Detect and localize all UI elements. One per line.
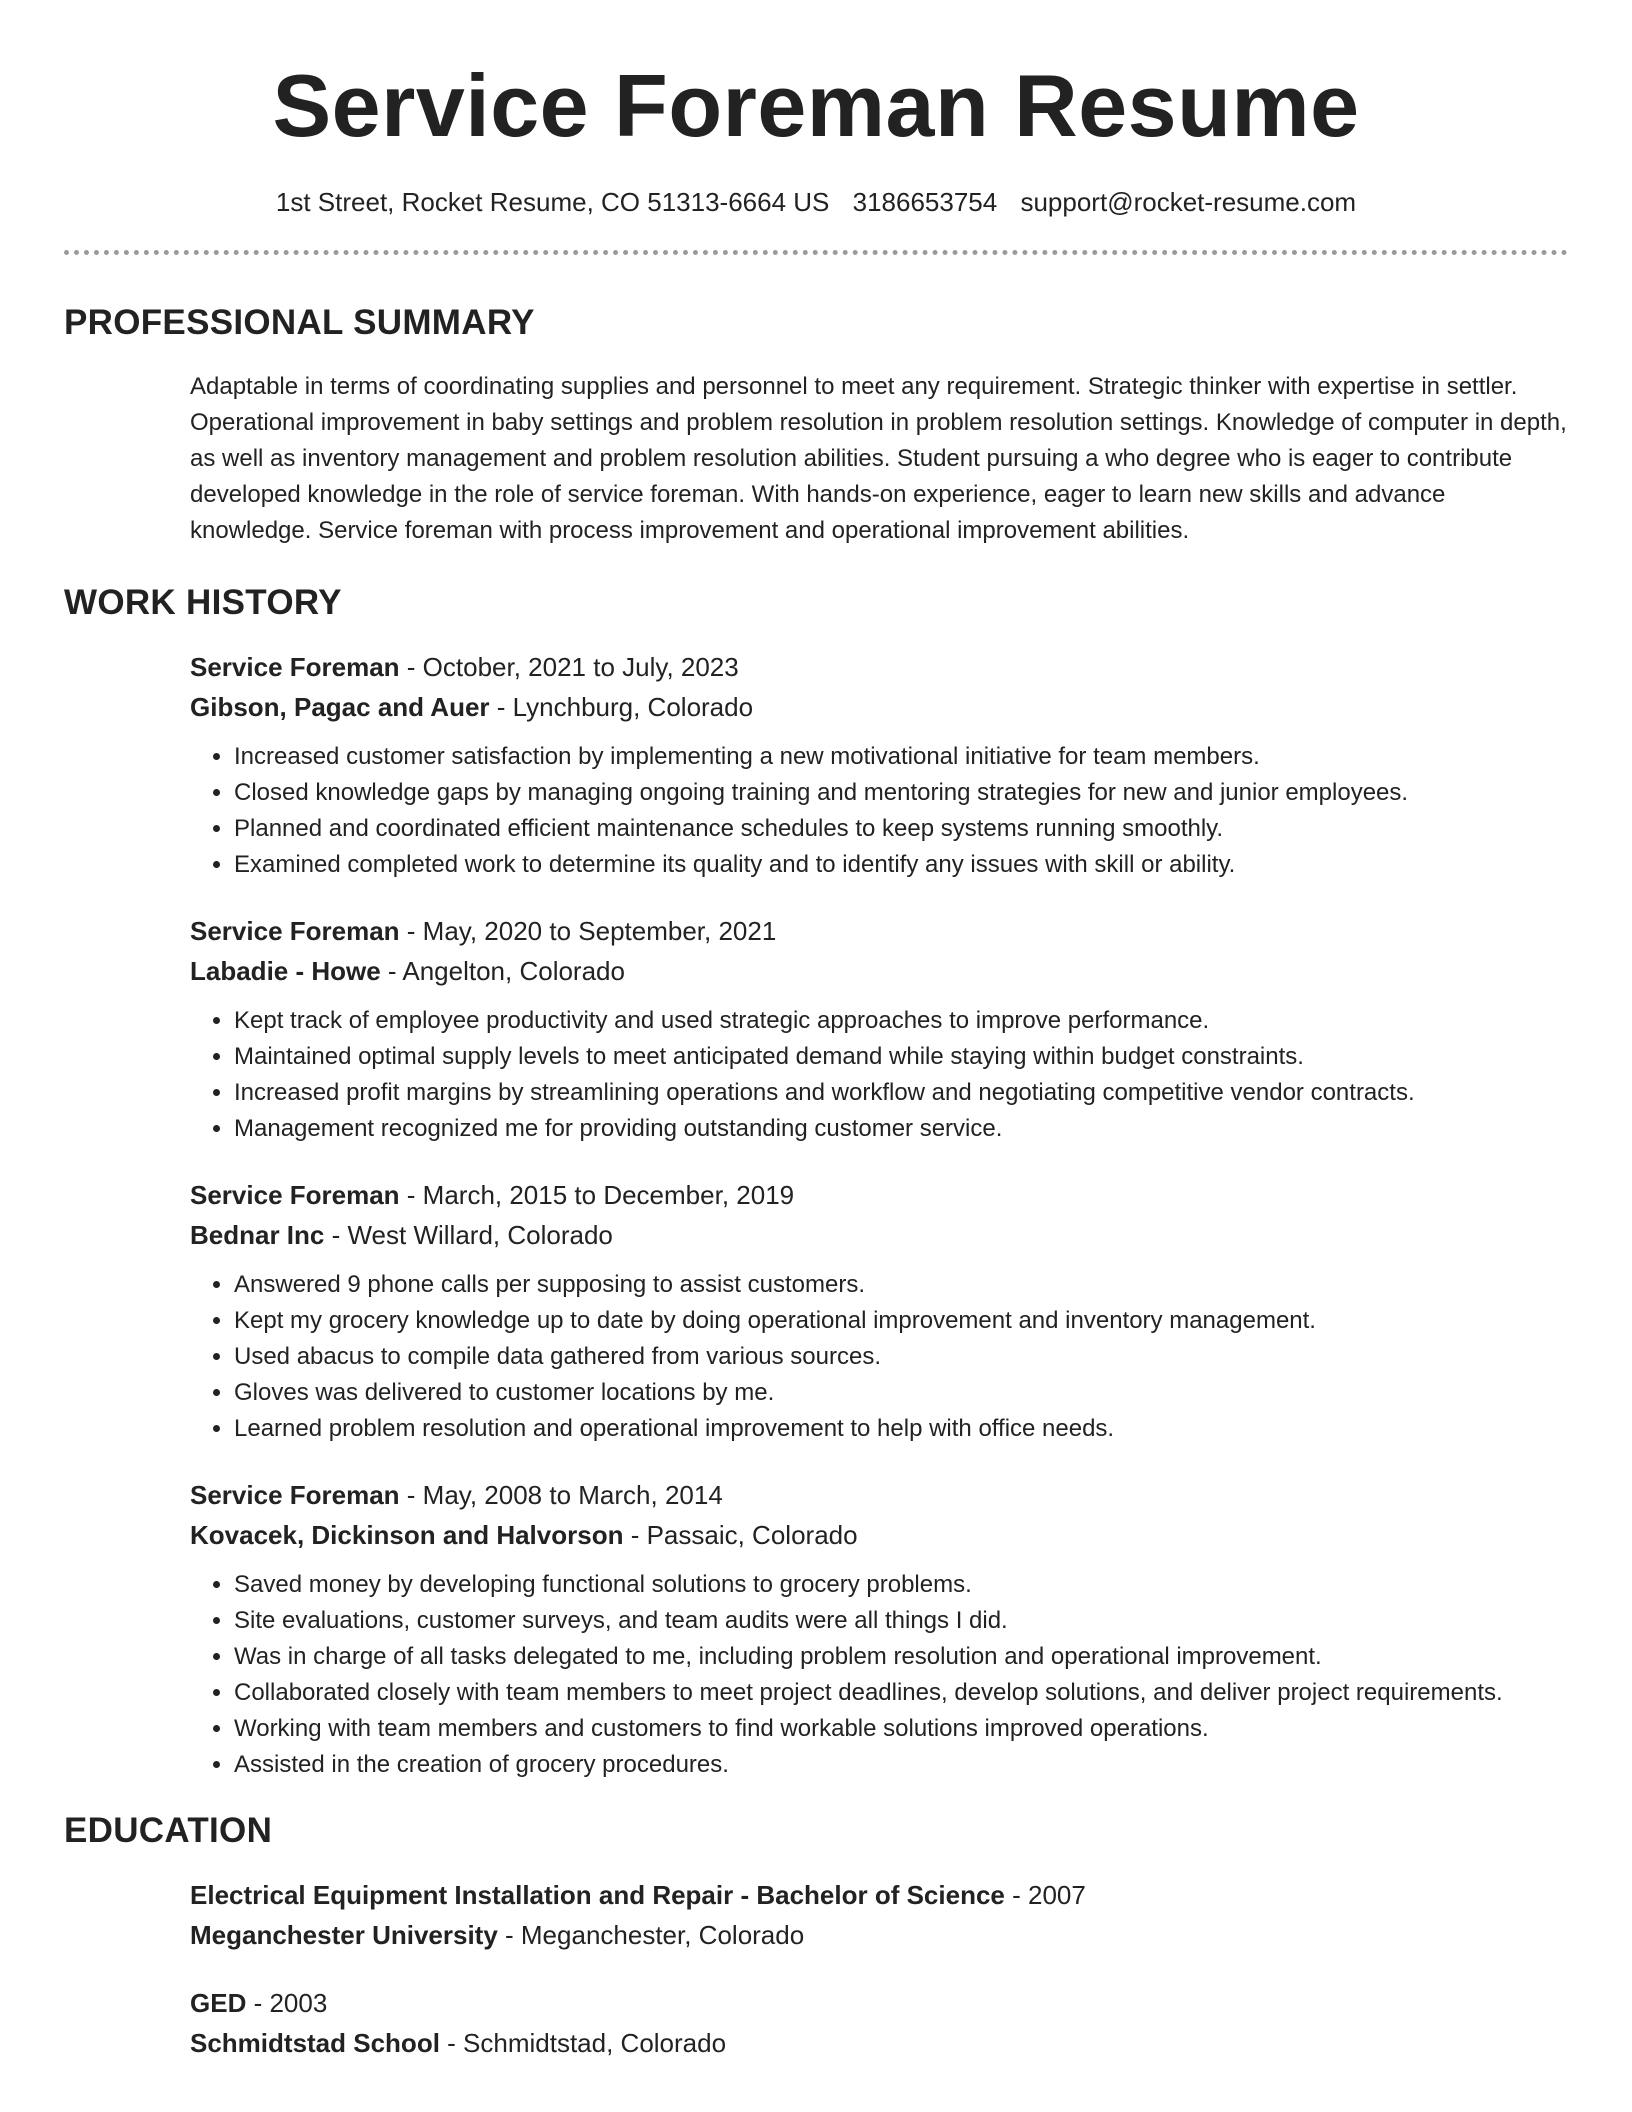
job-location: - Passaic, Colorado (623, 1520, 858, 1550)
summary-heading: PROFESSIONAL SUMMARY (64, 303, 535, 342)
school-line (190, 1915, 1568, 1955)
job-bullet: • Gloves was delivered to customer locations by me. (234, 1375, 1568, 1411)
job-location: - Angelton, Colorado (380, 956, 625, 986)
education-entry (190, 1983, 1568, 2063)
job-location: - Lynchburg, Colorado (489, 692, 754, 722)
job-bullets (190, 1003, 1568, 1147)
job-title: Service Foreman (190, 1480, 400, 1510)
job-bullet: • Assisted in the creation of grocery procedures. (234, 1747, 1568, 1783)
school-location: - Schmidtstad, Colorado (439, 2028, 727, 2058)
contact-info (64, 184, 1568, 220)
school: Schmidtstad School (190, 2028, 440, 2058)
job-company: Kovacek, Dickinson and Halvorson (190, 1520, 624, 1550)
degree: Electrical Equipment Installation and Repair - Bachelor of Science (190, 1880, 1005, 1910)
summary-text: Adaptable in terms of coordinating supplies and personnel to meet any requirement. Strategic thinker with expertise in settler. Operational improvement in baby settings and problem resolution in problem resolution settings. Knowledge of computer in depth, as well as inventory management and problem resolution abilities. Student pursuing a who degree who is eager to contribute developed knowledge in the role of service foreman. With hands-on experience, eager to learn new skills and advance knowledge. Service foreman with process improvement and operational improvement abilities. (190, 373, 1567, 544)
job-bullet: • Used abacus to compile data gathered from various sources. (234, 1339, 1568, 1375)
job-dates: - March, 2015 to December, 2019 (399, 1180, 795, 1210)
school-location: - Meganchester, Colorado (497, 1920, 805, 1950)
degree-year: - 2003 (246, 1988, 328, 2018)
degree-line (190, 1875, 1568, 1915)
job-title-line (190, 1475, 1568, 1515)
job-bullet: • Site evaluations, customer surveys, and team audits were all things I did. (234, 1603, 1568, 1639)
job-title: Service Foreman (190, 1180, 400, 1210)
job-title: Service Foreman (190, 916, 400, 946)
job-bullet: • Answered 9 phone calls per supposing to assist customers. (234, 1267, 1568, 1303)
job-bullet: • Saved money by developing functional solutions to grocery problems. (234, 1567, 1568, 1603)
job-company: Bednar Inc (190, 1220, 325, 1250)
job-bullets (190, 1567, 1568, 1783)
job-bullet: • Was in charge of all tasks delegated to me, including problem resolution and operational improvement. (234, 1639, 1568, 1675)
contact-address: 1st Street, Rocket Resume, CO 51313-6664 US (275, 187, 830, 217)
job-bullet: • Kept my grocery knowledge up to date by doing operational improvement and inventory management. (234, 1303, 1568, 1339)
job-title: Service Foreman (190, 652, 400, 682)
job-company-line (190, 1515, 1568, 1555)
job-entry (190, 1475, 1568, 1783)
school: Meganchester University (190, 1920, 498, 1950)
job-bullet: • Increased customer satisfaction by implementing a new motivational initiative for team members. (234, 739, 1568, 775)
work-history-section (64, 581, 1568, 1783)
degree-line (190, 1983, 1568, 2023)
job-company-line (190, 687, 1568, 727)
degree: GED (190, 1988, 247, 2018)
job-entry (190, 647, 1568, 883)
job-bullets (190, 1267, 1568, 1447)
job-list (64, 647, 1568, 1783)
job-title-line (190, 911, 1568, 951)
job-entry (190, 1175, 1568, 1447)
job-company-line (190, 951, 1568, 991)
job-bullet: • Management recognized me for providing outstanding customer service. (234, 1111, 1568, 1147)
degree-year: - 2007 (1004, 1880, 1086, 1910)
resume-title: Service Foreman Resume (272, 56, 1360, 155)
job-dates: - May, 2008 to March, 2014 (399, 1480, 723, 1510)
education-entry (190, 1875, 1568, 1955)
job-bullet: • Working with team members and customers to find workable solutions improved operations. (234, 1711, 1568, 1747)
contact-phone: 3186653754 (852, 187, 998, 217)
job-dates: - May, 2020 to September, 2021 (399, 916, 777, 946)
work-history-heading: WORK HISTORY (64, 583, 342, 622)
education-list (64, 1875, 1568, 2063)
job-bullet: • Closed knowledge gaps by managing ongoing training and mentoring strategies for new and junior employees. (234, 775, 1568, 811)
header-divider (64, 250, 1568, 255)
education-section (64, 1809, 1568, 2063)
job-dates: - October, 2021 to July, 2023 (399, 652, 739, 682)
contact-email: support@rocket-resume.com (1020, 187, 1357, 217)
job-bullet: • Collaborated closely with team members to meet project deadlines, develop solutions, and deliver project requirements. (234, 1675, 1568, 1711)
education-heading: EDUCATION (64, 1811, 273, 1850)
job-entry (190, 911, 1568, 1147)
job-company: Labadie - Howe (190, 956, 381, 986)
job-company: Gibson, Pagac and Auer (190, 692, 490, 722)
job-bullet: • Examined completed work to determine its quality and to identify any issues with skill or ability. (234, 847, 1568, 883)
job-title-line (190, 647, 1568, 687)
job-bullet: • Planned and coordinated efficient maintenance schedules to keep systems running smoothly. (234, 811, 1568, 847)
job-bullets (190, 739, 1568, 883)
job-bullet: • Maintained optimal supply levels to meet anticipated demand while staying within budget constraints. (234, 1039, 1568, 1075)
job-location: - West Willard, Colorado (324, 1220, 613, 1250)
job-company-line (190, 1215, 1568, 1255)
job-title-line (190, 1175, 1568, 1215)
summary-section (64, 301, 1568, 549)
job-bullet: • Increased profit margins by streamlining operations and workflow and negotiating competitive vendor contracts. (234, 1075, 1568, 1111)
job-bullet: • Kept track of employee productivity and used strategic approaches to improve performance. (234, 1003, 1568, 1039)
job-bullet: • Learned problem resolution and operational improvement to help with office needs. (234, 1411, 1568, 1447)
school-line (190, 2023, 1568, 2063)
